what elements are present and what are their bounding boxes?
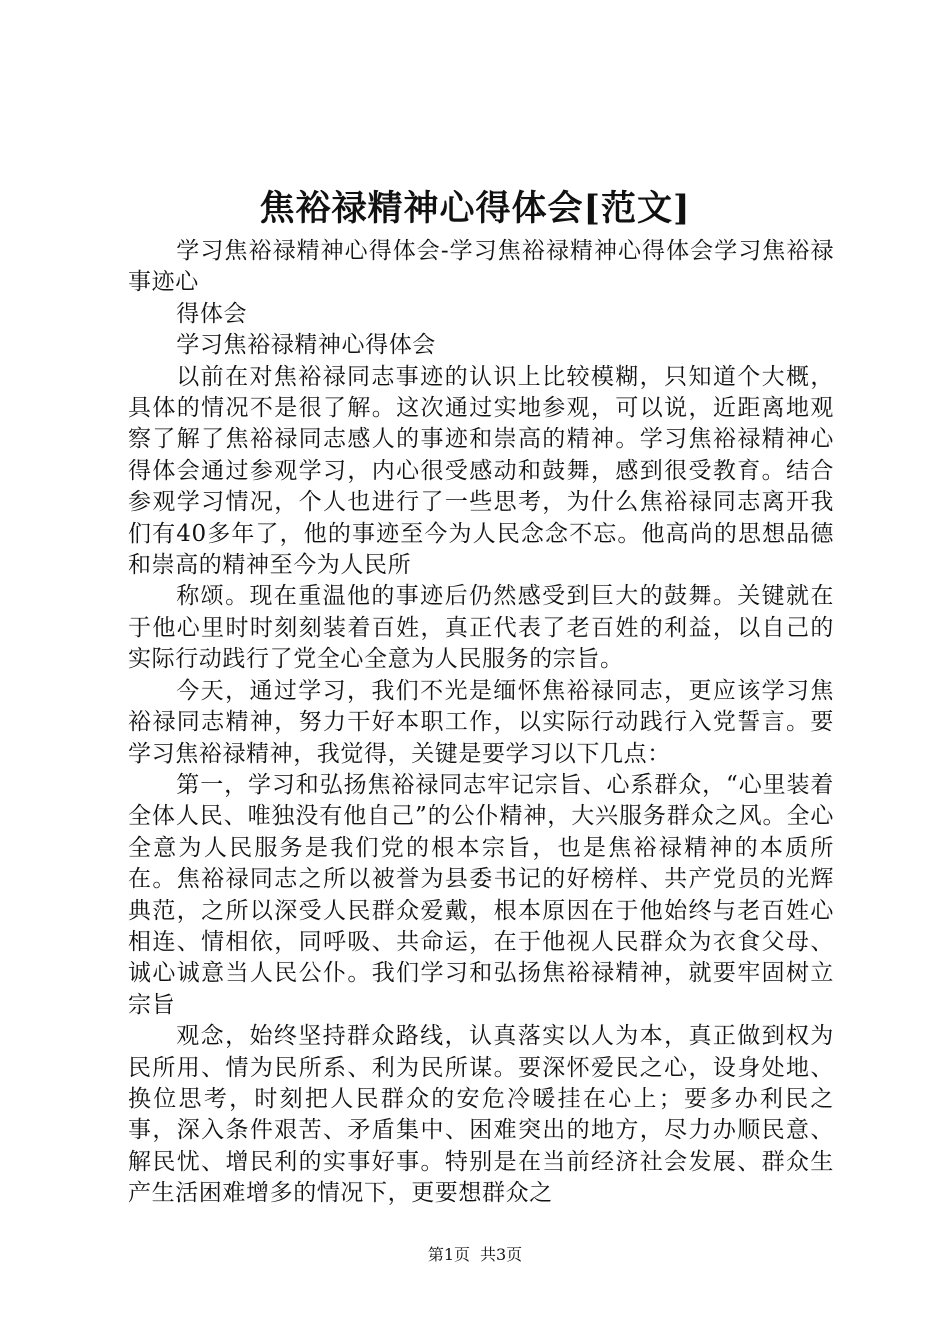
document-title: 焦裕禄精神心得体会[范文] <box>259 188 691 229</box>
page-number: 第1页 <box>427 1245 470 1264</box>
paragraph-8: 观念，始终坚持群众路线，认真落实以人为本，真正做到权为民所用、情为民所系、利为民所谋。要深怀爱民之心，设身处地、换位思考，时刻把人民群众的安危冷暖挂在心上；要多办利民之事，深入条件艰苦、矛盾集中、困难突出的地方，尽力办顺民意、解民忧、增民利的实事好事。特别是在当前经济社会发展、群众生产生活困难增多的情况下，更要想群众之 <box>128 1023 834 1207</box>
page-total: 共3页 <box>480 1245 523 1264</box>
paragraph-3: 学习焦裕禄精神心得体会 <box>176 332 436 359</box>
document-body <box>128 236 834 1210</box>
paragraph-5: 称颂。现在重温他的事迹后仍然感受到巨大的鼓舞。关键就在于他心里时时刻刻装着百姓，真正代表了老百姓的利益，以自己的实际行动践行了党全心全意为人民服务的宗旨。 <box>128 583 834 673</box>
paragraph-4: 以前在对焦裕禄同志事迹的认识上比较模糊，只知道个大概，具体的情况不是很了解。这次通过实地参观，可以说，近距离地观察了解了焦裕禄同志感人的事迹和崇高的精神。学习焦裕禄精神心得体会通过参观学习，内心很受感动和鼓舞，感到很受教育。结合参观学习情况，个人也进行了一些思考，为什么焦裕禄同志离开我们有40多年了，他的事迹至今为人民念念不忘。他高尚的思想品德和崇高的精神至今为人民所 <box>128 363 834 579</box>
paragraph-2: 得体会 <box>176 300 248 327</box>
paragraph-1: 学习焦裕禄精神心得体会-学习焦裕禄精神心得体会学习焦裕禄事迹心 <box>128 238 834 296</box>
paragraph-7: 第一，学习和弘扬焦裕禄同志牢记宗旨、心系群众，“心里装着全体人民、唯独没有他自己”的公仆精神，大兴服务群众之风。全心全意为人民服务是我们党的根本宗旨，也是焦裕禄精神的本质所在。焦裕禄同志之所以被誉为县委书记的好榜样、共产党员的光辉典范，之所以深受人民群众爱戴，根本原因在于他始终与老百姓心相连、情相依，同呼吸、共命运，在于他视人民群众为衣食父母、诚心诚意当人民公仆。我们学习和弘扬焦裕禄精神，就要牢固树立宗旨 <box>128 771 834 1018</box>
paragraph-6: 今天，通过学习，我们不光是缅怀焦裕禄同志，更应该学习焦裕禄同志精神，努力干好本职工作，以实际行动践行入党誓言。要学习焦裕禄精神，我觉得，关键是要学习以下几点： <box>128 677 834 767</box>
page-footer <box>0 1244 950 1266</box>
